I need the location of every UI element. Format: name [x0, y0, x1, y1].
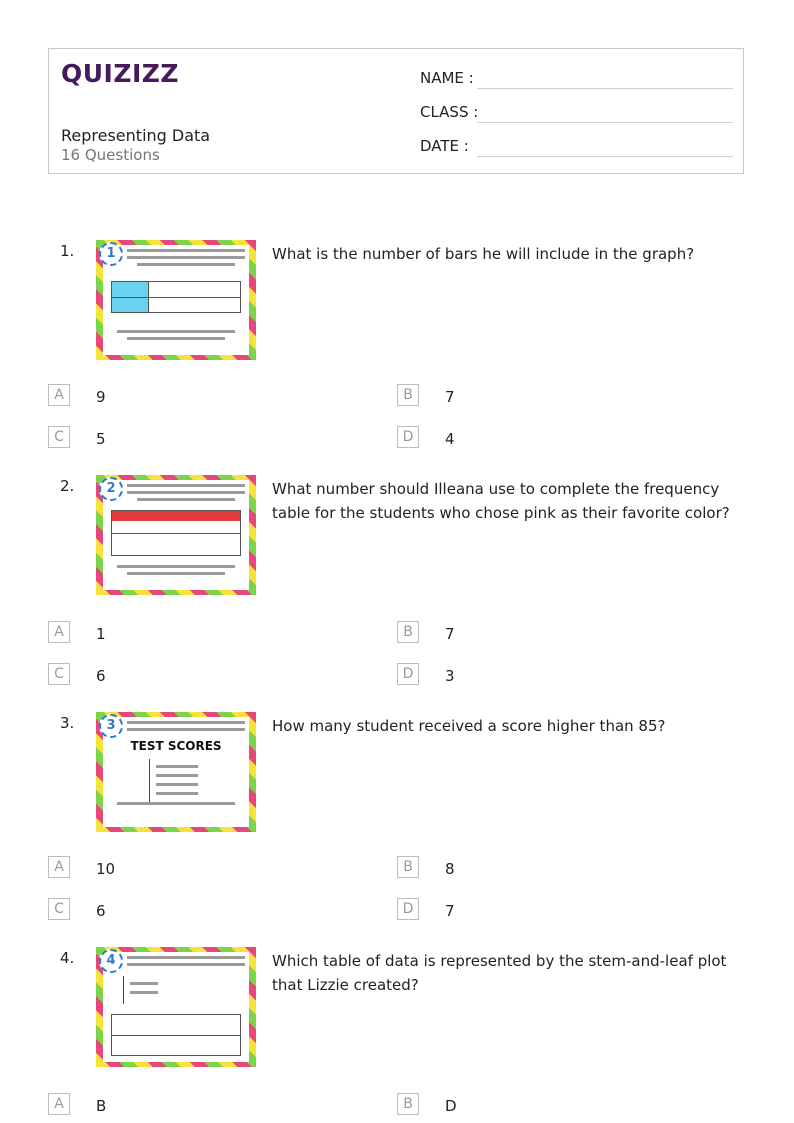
option-value: B: [96, 1097, 107, 1115]
name-label: NAME :: [420, 69, 474, 87]
question-text: What is the number of bars he will include in the graph?: [272, 245, 695, 263]
option-value: 3: [445, 667, 455, 685]
option-letter: B: [397, 856, 419, 878]
question-image: [96, 712, 256, 832]
option-letter: B: [397, 621, 419, 643]
name-line[interactable]: [477, 88, 733, 89]
class-label: CLASS :: [420, 103, 479, 121]
option-value: 7: [445, 902, 455, 920]
question-image: [96, 475, 256, 595]
worksheet-header: [48, 48, 744, 174]
option-letter: A: [48, 621, 70, 643]
question-badge: 2: [99, 477, 123, 501]
option-letter: A: [48, 856, 70, 878]
option-value: 6: [96, 902, 106, 920]
option-value: 4: [445, 430, 455, 448]
date-line[interactable]: [477, 156, 733, 157]
option-value: 7: [445, 625, 455, 643]
option-value: 9: [96, 388, 106, 406]
option-value: D: [445, 1097, 457, 1115]
option-letter: D: [397, 426, 419, 448]
question-image: [96, 947, 256, 1067]
worksheet-title: Representing Data: [61, 126, 211, 145]
question-badge: 3: [99, 714, 123, 738]
date-label: DATE :: [420, 137, 469, 155]
option-value: 1: [96, 625, 106, 643]
option-value: 10: [96, 860, 116, 878]
option-letter: A: [48, 1093, 70, 1115]
option-letter: B: [397, 1093, 419, 1115]
option-value: 8: [445, 860, 455, 878]
option-value: 7: [445, 388, 455, 406]
date-field[interactable]: [420, 137, 469, 155]
class-field[interactable]: [420, 103, 478, 121]
option-letter: D: [397, 663, 419, 685]
question-text: How many student received a score higher than 85?: [272, 717, 666, 735]
option-value: 5: [96, 430, 106, 448]
option-letter: B: [397, 384, 419, 406]
name-field[interactable]: [420, 69, 474, 87]
question-badge: 1: [99, 242, 123, 266]
question-number: 4.: [60, 949, 75, 967]
question-number: 1.: [60, 242, 75, 260]
option-letter: C: [48, 663, 70, 685]
option-letter: A: [48, 384, 70, 406]
question-count: 16 Questions: [61, 146, 160, 164]
quizizz-logo: QUIZIZZ: [61, 59, 180, 88]
question-image: [96, 240, 256, 360]
image-heading: TEST SCORES: [130, 739, 222, 753]
question-number: 2.: [60, 477, 75, 495]
question-badge: 4: [99, 949, 123, 973]
question-number: 3.: [60, 714, 75, 732]
option-letter: D: [397, 898, 419, 920]
option-letter: C: [48, 426, 70, 448]
question-text: What number should Illeana use to complete the frequency table for the students who chose pink as their favorite color?: [272, 480, 730, 522]
question-text: Which table of data is represented by the stem-and-leaf plot that Lizzie created?: [272, 952, 727, 994]
class-line[interactable]: [477, 122, 733, 123]
option-letter: C: [48, 898, 70, 920]
option-value: 6: [96, 667, 106, 685]
